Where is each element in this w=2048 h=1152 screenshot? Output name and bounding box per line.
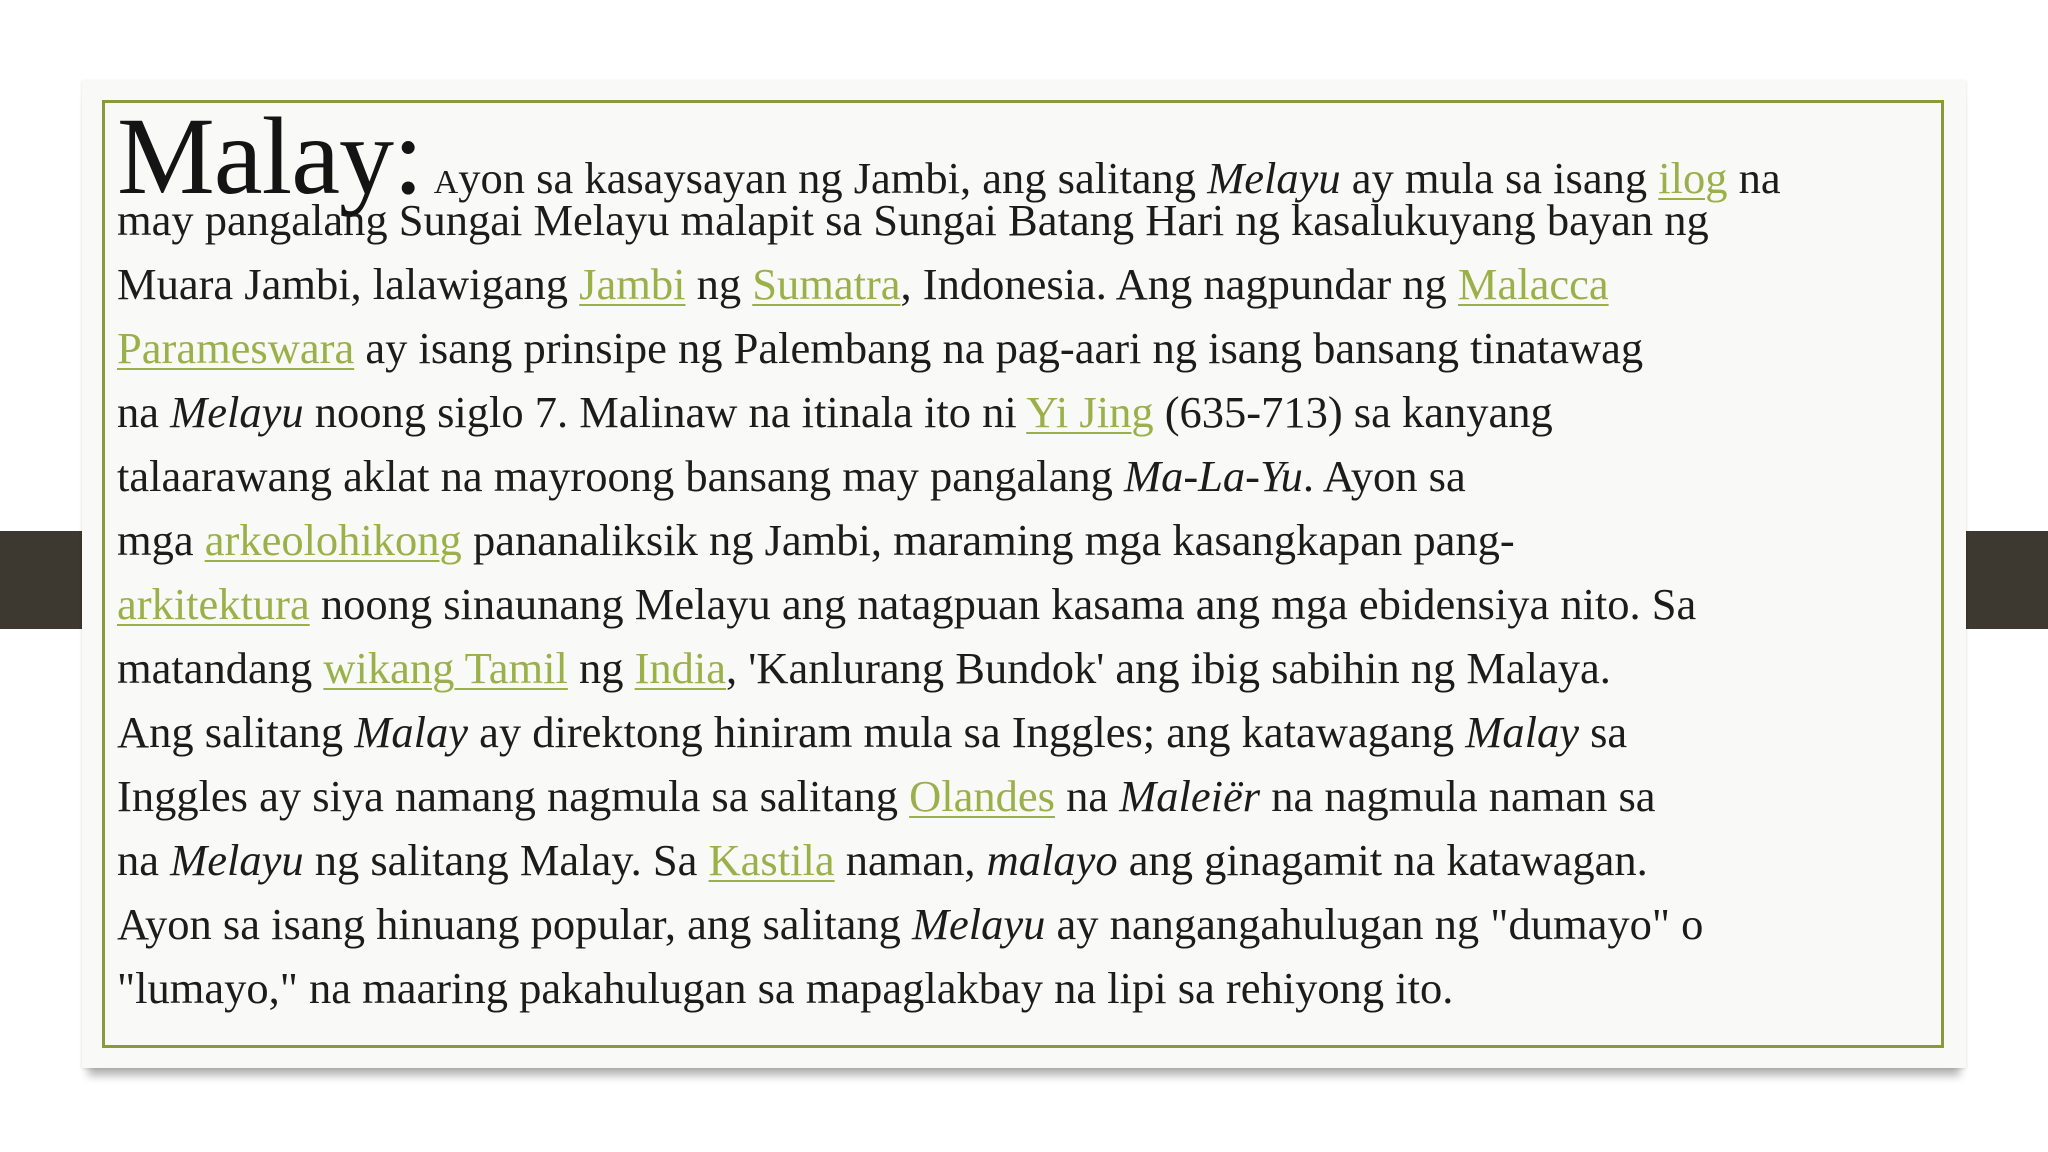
text-run: noong siglo 7. Malinaw na itinala ito ni	[303, 387, 1027, 437]
text-line	[117, 188, 1937, 252]
link-arkeolohikong[interactable]: arkeolohikong	[204, 515, 462, 565]
text-run: ng	[567, 643, 635, 693]
link-malacca[interactable]: Malacca	[1457, 259, 1609, 309]
text-run: . Ayon sa	[1302, 451, 1466, 501]
italic-term: Malay	[1465, 707, 1579, 757]
text-run: na nagmula naman sa	[1260, 771, 1656, 821]
text-run: , Indonesia. Ang nagpundar ng	[900, 259, 1458, 309]
link-sumatra[interactable]: Sumatra	[752, 259, 901, 309]
text-line	[117, 572, 1937, 636]
text-line	[117, 636, 1937, 700]
text-run: "lumayo," na maaring pakahulugan sa mapaglakbay na lipi sa rehiyong ito.	[117, 963, 1454, 1013]
italic-term: Melayu	[170, 387, 304, 437]
link-parameswara[interactable]: Parameswara	[117, 323, 355, 373]
link-olandes[interactable]: Olandes	[909, 771, 1055, 821]
link-kastila[interactable]: Kastila	[708, 835, 835, 885]
text-line	[117, 892, 1937, 956]
text-run: (635-713) sa kanyang	[1153, 387, 1553, 437]
link-yi-jing[interactable]: Yi Jing	[1026, 387, 1154, 437]
slide-title: Malay:	[117, 95, 423, 217]
text-run: sa	[1578, 707, 1628, 757]
text-run: mga	[117, 515, 205, 565]
text-run: ay nangangahulugan ng "dumayo" o	[1045, 899, 1704, 949]
text-run: ay isang prinsipe ng Palembang na pag-aari ng isang bansang tinatawag	[354, 323, 1644, 373]
text-run: , 'Kanlurang Bundok' ang ibig sabihin ng Malaya.	[726, 643, 1611, 693]
text-run: ang ginagamit na katawagan.	[1117, 835, 1648, 885]
italic-term: Melayu	[1207, 153, 1341, 203]
slide-body-text	[117, 95, 1937, 1020]
italic-term: Ma-La-Yu	[1124, 451, 1303, 501]
italic-term: Maleiër	[1119, 771, 1261, 821]
text-line	[117, 508, 1937, 572]
italic-term: Melayu	[911, 899, 1046, 949]
text-run: yon sa kasaysayan ng Jambi, ang salitang	[458, 153, 1208, 203]
link-jambi[interactable]: Jambi	[579, 259, 686, 309]
text-run: may pangalang Sungai Melayu malapit sa Sungai Batang Hari ng kasalukuyang bayan ng	[117, 195, 1709, 245]
link-india[interactable]: India	[634, 643, 727, 693]
link-ilog[interactable]: ilog	[1658, 153, 1728, 203]
italic-term: Malay	[354, 707, 468, 757]
text-run: ng salitang Malay. Sa	[303, 835, 709, 885]
text-run: Ayon sa isang hinuang popular, ang salitang	[117, 899, 912, 949]
link-arkitektura[interactable]: arkitektura	[117, 579, 310, 629]
italic-term: malayo	[986, 835, 1118, 885]
text-line	[117, 316, 1937, 380]
text-run: ay direktong hiniram mula sa Inggles; ang katawagang	[468, 707, 1466, 757]
text-run: naman,	[834, 835, 987, 885]
text-line	[117, 764, 1937, 828]
text-run: Inggles ay siya namang nagmula sa salitang	[117, 771, 910, 821]
text-line	[117, 700, 1937, 764]
text-line	[117, 380, 1937, 444]
text-run: na	[1727, 153, 1781, 203]
text-run: pananaliksik ng Jambi, maraming mga kasangkapan pang-	[461, 515, 1515, 565]
text-run: noong sinaunang Melayu ang natagpuan kasama ang mga ebidensiya nito. Sa	[309, 579, 1697, 629]
text-run: na	[117, 387, 171, 437]
text-run: na	[117, 835, 171, 885]
text-run: matandang	[117, 643, 324, 693]
text-run: ng	[685, 259, 753, 309]
italic-term: Melayu	[170, 835, 304, 885]
text-run: ay mula sa isang	[1340, 153, 1659, 203]
text-line	[117, 956, 1937, 1020]
link-wikang-tamil[interactable]: wikang Tamil	[323, 643, 568, 693]
text-line	[117, 252, 1937, 316]
text-run: na	[1054, 771, 1120, 821]
text-run: talaarawang aklat na mayroong bansang may pangalang	[117, 451, 1125, 501]
text-line	[117, 444, 1937, 508]
text-run: Muara Jambi, lalawigang	[117, 259, 580, 309]
text-run: Ang salitang	[117, 707, 355, 757]
small-cap-letter: A	[433, 164, 459, 201]
text-line	[117, 828, 1937, 892]
text-line	[117, 95, 1937, 217]
